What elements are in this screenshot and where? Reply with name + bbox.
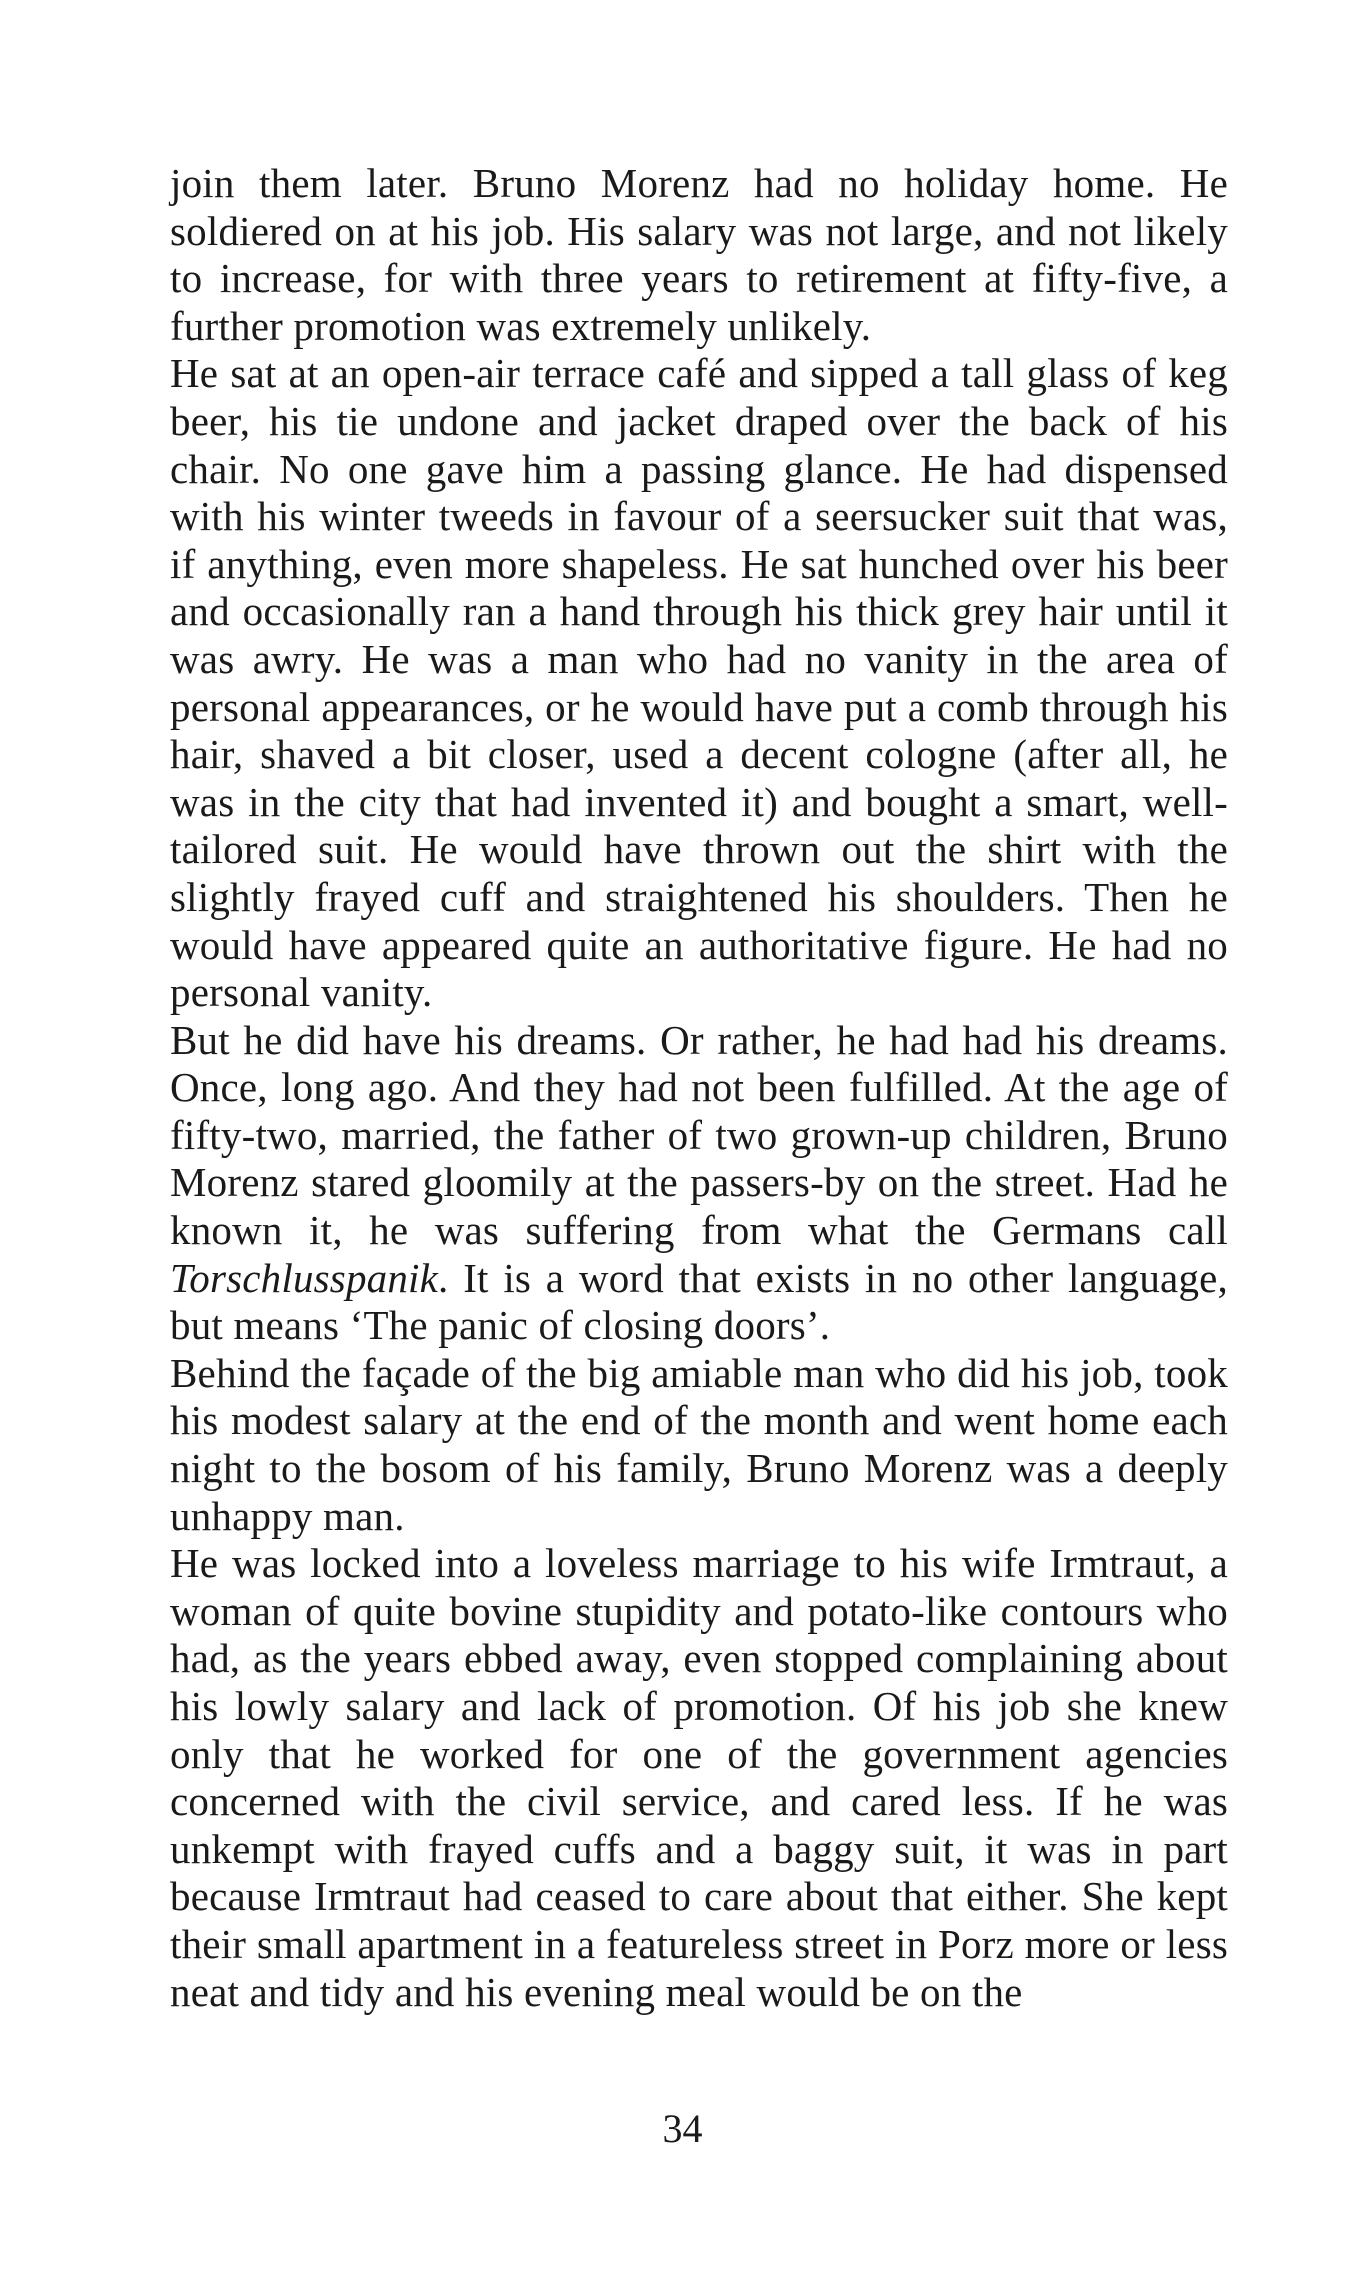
italic-term: Torschlusspanik bbox=[170, 1254, 439, 1301]
paragraph-3-text-after: . It is a word that exists in no other language, but means ‘The panic of closing doors’. bbox=[170, 1254, 1228, 1349]
paragraph-3-text-before: But he did have his dreams. Or rather, he had had his dreams. Once, long ago. And they had not been fulfilled. At the age of fifty-two, married, the father of two grown-up children, Bruno Morenz stared gloomily at the passers-by on the street. Had he known it, he was suffering from what the Germans call bbox=[170, 1016, 1228, 1254]
paragraph-2: He sat at an open-air terrace café and sipped a tall glass of keg beer, his tie undone and jacket draped over the back of his chair. No one gave him a passing glance. He had dispensed with his winter tweeds in favour of a seersucker suit that was, if anything, even more shapeless. He sat hunched over his beer and occasionally ran a hand through his thick grey hair until it was awry. He was a man who had no vanity in the area of personal appearances, or he would have put a comb through his hair, shaved a bit closer, used a decent cologne (after all, he was in the city that had invented it) and bought a smart, well-tailored suit. He would have thrown out the shirt with the slightly frayed cuff and straightened his shoulders. Then he would have appeared quite an authoritative figure. He had no personal vanity. bbox=[170, 350, 1228, 1016]
paragraph-1: join them later. Bruno Morenz had no holiday home. He soldiered on at his job. His salary was not large, and not likely to increase, for with three years to retirement at fifty-five, a further promotion was extremely unlikely. bbox=[170, 160, 1228, 349]
page-number: 34 bbox=[662, 2106, 703, 2151]
body-text bbox=[170, 160, 1228, 2016]
paragraph-5: He was locked into a loveless marriage to his wife Irmtraut, a woman of quite bovine stupidity and potato-like contours who had, as the years ebbed away, even stopped complaining about his lowly salary and lack of promotion. Of his job she knew only that he worked for one of the government agencies concerned with the civil service, and cared less. If he was unkempt with frayed cuffs and a baggy suit, it was in part because Irmtraut had ceased to care about that either. She kept their small apartment in a featureless street in Porz more or less neat and tidy and his evening meal would be on the bbox=[170, 1540, 1228, 2015]
paragraph-4: Behind the façade of the big amiable man who did his job, took his modest salary at the end of the month and went home each night to the bosom of his family, Bruno Morenz was a deeply unhappy man. bbox=[170, 1349, 1228, 1539]
paragraph-3 bbox=[170, 1017, 1228, 1350]
